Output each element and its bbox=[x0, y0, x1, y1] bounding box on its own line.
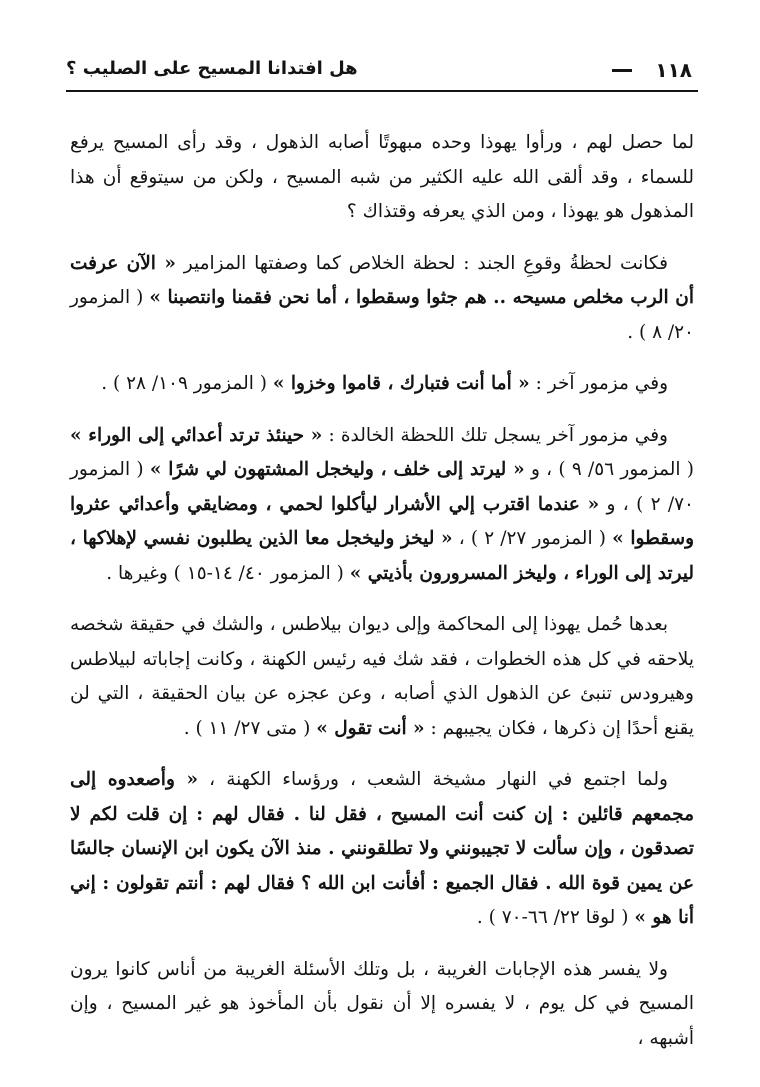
paragraph-3-text: وفي مزمور آخر : bbox=[535, 373, 668, 394]
psalm-quote: « عندما اقترب إلي الأشرار ليأكلوا لحمي ، ومضايقي وأعدائي عثروا وسقطوا » bbox=[70, 493, 694, 549]
paragraph-5 bbox=[70, 608, 694, 746]
page-number: ١١٨ bbox=[655, 58, 692, 82]
psalm-quote: « ليخز وليخجل معا الذين يطلبون نفسي لإهلاكها ، ليرتد إلى الوراء ، وليخز المسرورون بأذيتي » bbox=[70, 528, 694, 584]
paragraph-7-text: ولا يفسر هذه الإجابات الغريبة ، بل وتلك الأسئلة الغريبة من أناس كانوا يرون المسيح في كل يوم ، لا يفسره إلا أن نقول بأن المأخوذ هو غير المسيح ، وإن أشبهه ، bbox=[70, 958, 694, 1049]
paragraph-6-text: ولما اجتمع في النهار مشيخة الشعب ، ورؤساء الكهنة ، bbox=[209, 769, 668, 790]
running-title: هل افتدانا المسيح على الصليب ؟ bbox=[66, 58, 358, 79]
header-dash bbox=[612, 69, 632, 72]
gospel-reference: ( لوقا ٢٢/ ٦٦-٧٠ ) . bbox=[476, 907, 629, 928]
header-rule bbox=[66, 90, 698, 92]
psalm-reference: ( المزمور ٥٦/ ٩ ) ، و bbox=[530, 459, 694, 480]
gospel-quote: « وأصعدوه إلى مجمعهم قائلين : إن كنت أنت المسيح ، فقل لنا . فقال لهم : إن قلت لكم لا تصدقون ، وإن سألت لا تجيبونني ولا تطلقونني . منذ الآن يكون ابن الإنسان جالسًا عن يمين قوة الله . فقال الجميع : أفأنت ابن الله ؟ فقال لهم : أنتم تقولون : إني أنا هو » bbox=[70, 769, 694, 928]
paragraph-3 bbox=[70, 367, 694, 402]
psalm-reference: ( المزمور ٢٠/ ٨ ) . bbox=[70, 287, 694, 343]
psalm-reference: ( المزمور ٢٧/ ٢ ) ، bbox=[458, 528, 606, 549]
psalm-quote: « الآن عرفت أن الرب مخلص مسيحه .. هم جثوا وسقطوا ، أما نحن فقمنا وانتصبنا » bbox=[70, 252, 695, 308]
page-header bbox=[66, 56, 698, 92]
gospel-reference: ( متى ٢٧/ ١١ ) . bbox=[183, 717, 311, 739]
paragraph-1 bbox=[70, 126, 694, 230]
paragraph-4-text: وفي مزمور آخر يسجل تلك اللحظة الخالدة : bbox=[328, 424, 668, 446]
paragraph-5-text: بعدها حُمل يهوذا إلى المحاكمة وإلى ديوان بيلاطس ، والشك في حقيقة شخصه يلاحقه في كل هذه الخطوات ، فقد شك فيه رئيس الكهنة ، وكانت إجاباته لبيلاطس وهيرودس تنبئ عن الذهول الذي أصابه ، وعن عجزه عن بيان الحقيقة ، التي لن يقنع أحدًا إن ذكرها ، فكان يجيبهم : bbox=[70, 614, 694, 739]
psalm-reference: ( المزمور ٤٠/ ١٤-١٥ ) وغيرها . bbox=[106, 562, 344, 584]
paragraph-1-text: لما حصل لهم ، ورأوا يهوذا وحده مبهوتًا أصابه الذهول ، وقد رأى المسيح يرفع للسماء ، وقد ألقى الله عليه الكثير من شبه المسيح ، ولكن من سيتوقع أن هذا المذهول هو يهوذا ، ومن الذي يعرفه وقتذاك ؟ bbox=[70, 132, 694, 222]
page-body bbox=[70, 126, 694, 1073]
paragraph-2 bbox=[70, 247, 694, 351]
gospel-quote: « أنت تقول » bbox=[316, 717, 425, 739]
paragraph-2-text: فكانت لحظةُ وقوعِ الجند : لحظة الخلاص كما وصفتها المزامير bbox=[183, 252, 668, 274]
psalm-quote: « ليرتد إلى خلف ، وليخجل المشتهون لي شرًا » bbox=[149, 459, 525, 480]
psalm-reference: ( المزمور ٧٠/ ٢ ) ، و bbox=[70, 459, 694, 515]
psalm-quote: « أما أنت فتبارك ، قاموا وخزوا » bbox=[272, 373, 530, 394]
paragraph-4 bbox=[70, 419, 694, 592]
psalm-reference: ( المزمور ١٠٩/ ٢٨ ) . bbox=[101, 373, 267, 394]
paragraph-6 bbox=[70, 763, 694, 936]
psalm-quote: « حينئذ ترتد أعدائي إلى الوراء » bbox=[70, 424, 323, 446]
paragraph-7 bbox=[70, 953, 694, 1057]
